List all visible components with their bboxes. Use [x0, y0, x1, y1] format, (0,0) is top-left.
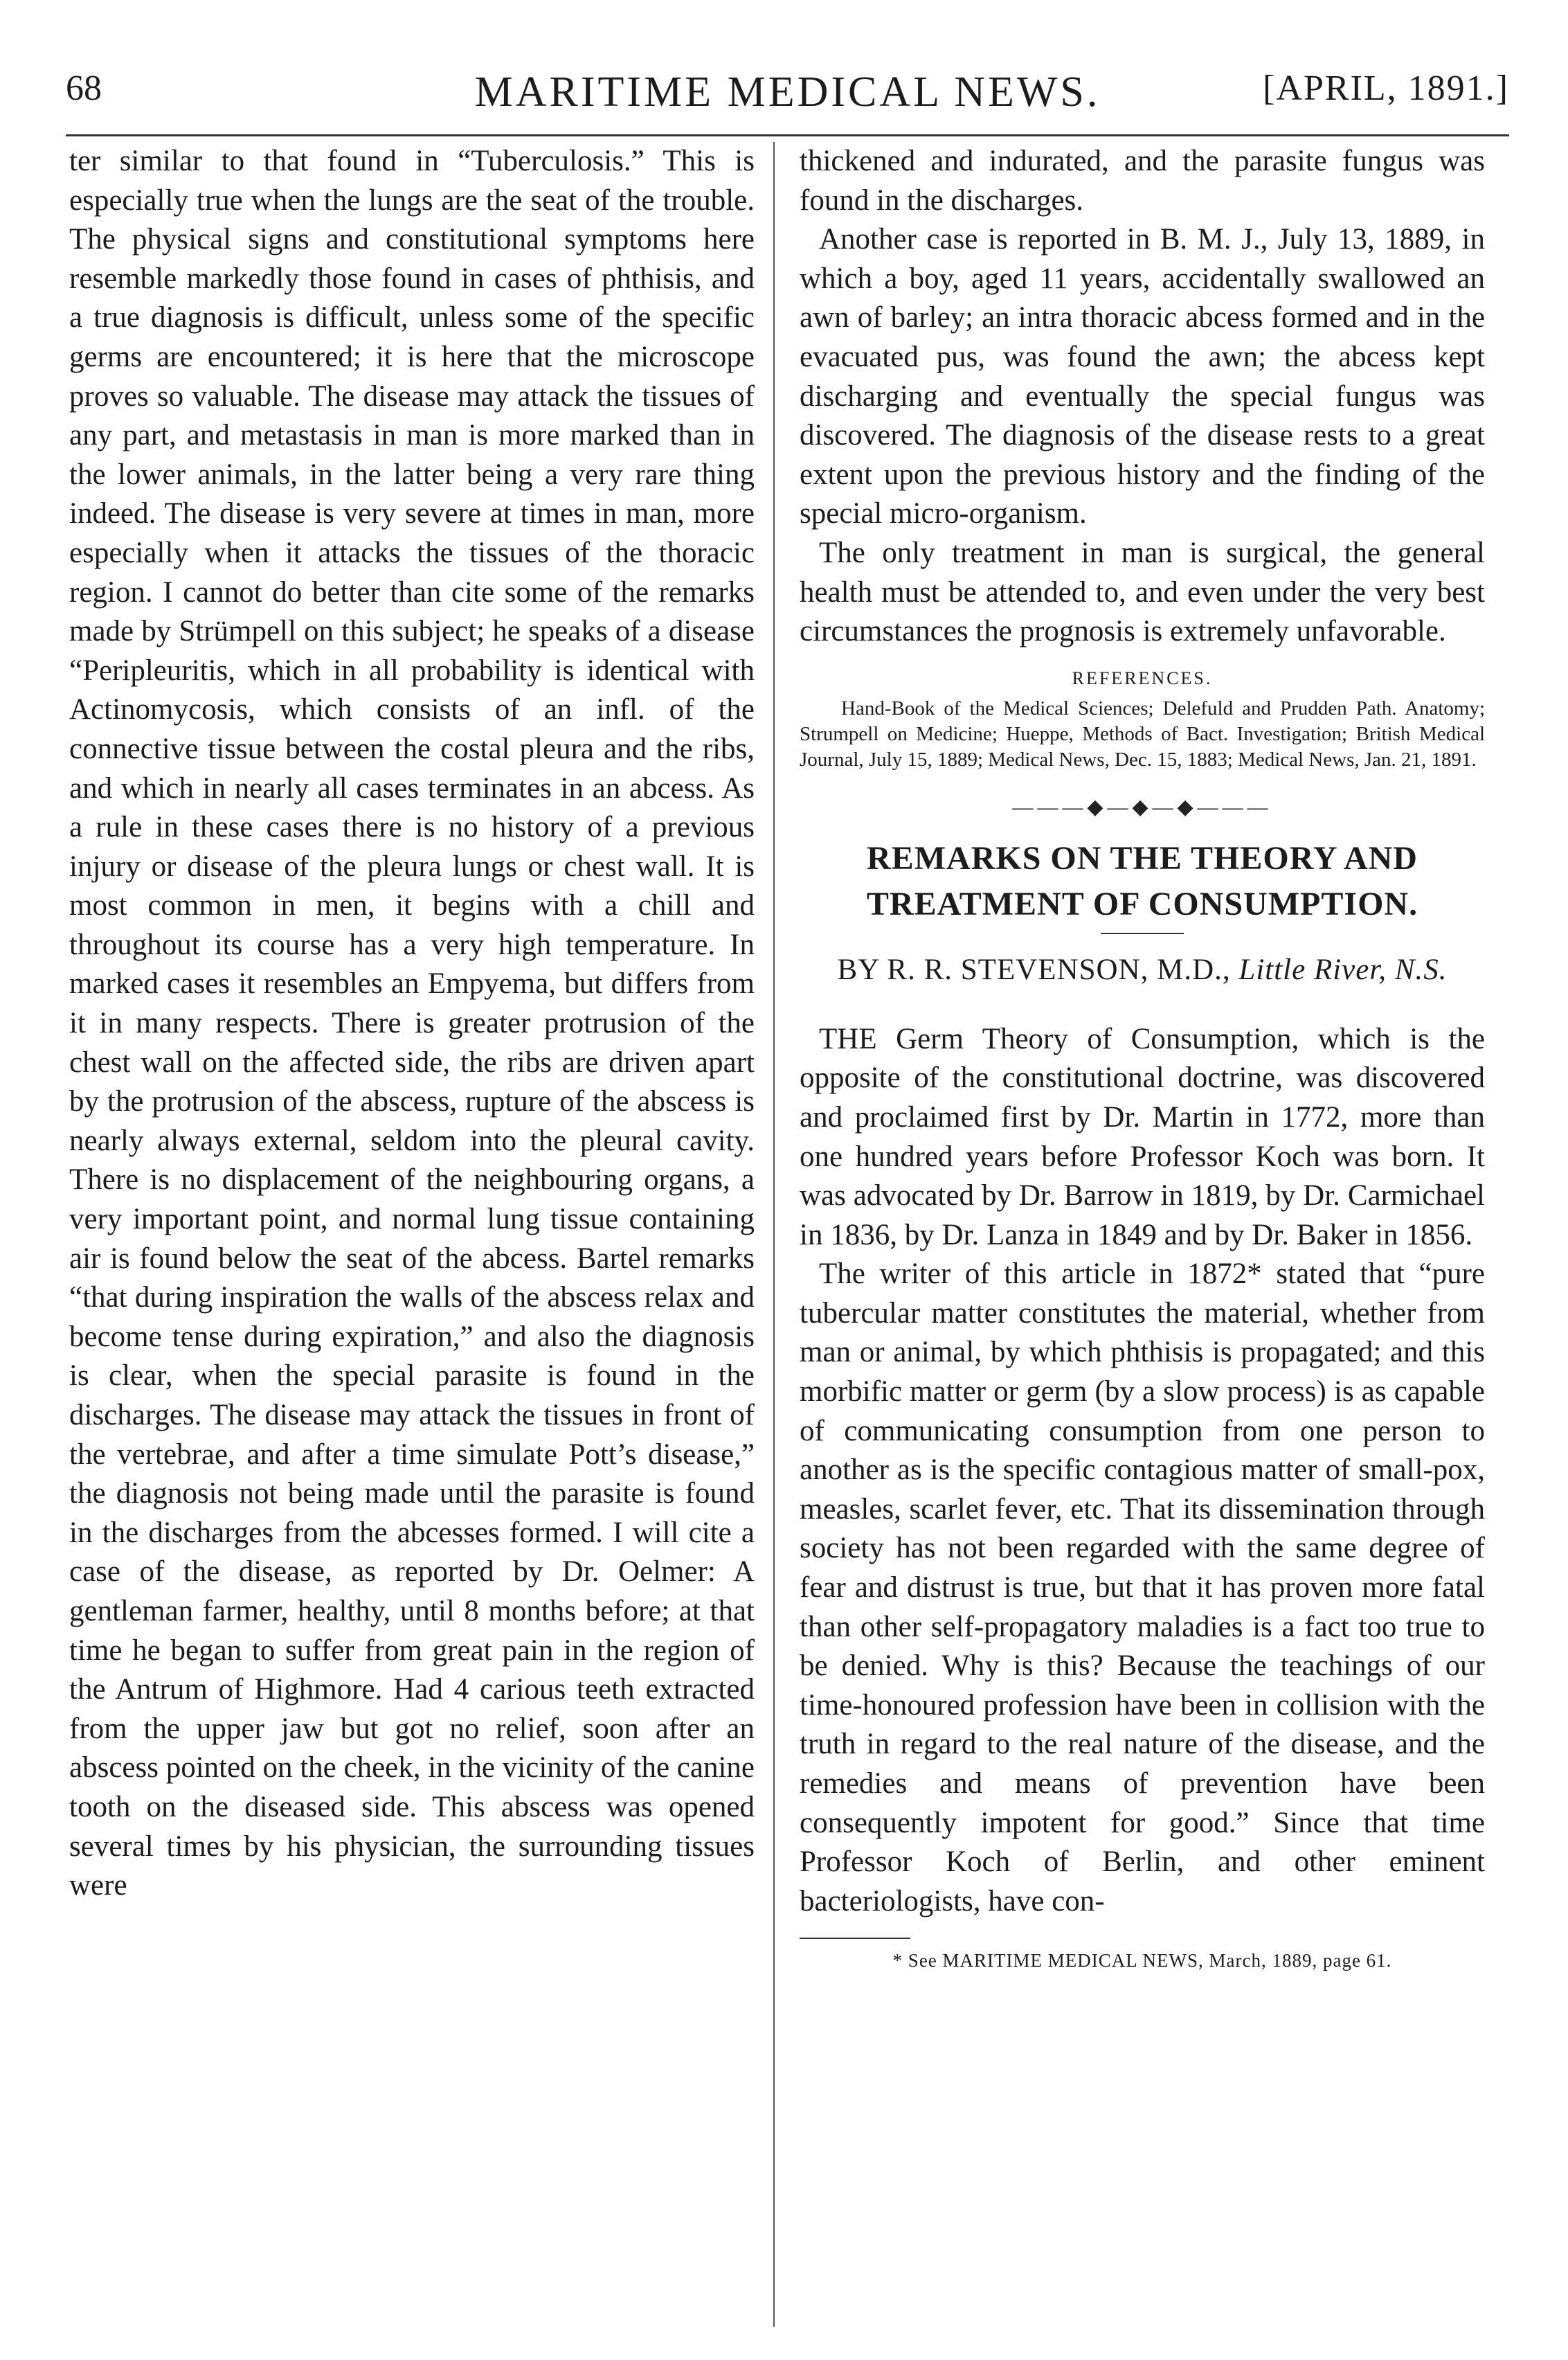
page-number: 68 — [66, 69, 102, 108]
section-ornament: ―――◆―◆―◆――― — [1012, 795, 1272, 819]
issue-date: [APRIL, 1891.] — [1263, 69, 1509, 108]
column-divider — [773, 142, 775, 2327]
right-column — [800, 142, 1485, 1972]
byline-place: Little River, N.S. — [1238, 953, 1448, 986]
byline — [800, 951, 1485, 990]
title-rule — [1101, 933, 1184, 934]
byline-author: BY R. R. STEVENSON, M.D., — [837, 953, 1231, 986]
footnote: * See MARITIME MEDICAL NEWS, March, 1889, page 61. — [892, 1950, 1392, 1972]
left-column — [69, 142, 755, 1906]
footnote-rule — [800, 1938, 910, 1939]
body-paragraph: The only treatment in man is surgical, the general health must be attended to, and even under the very best circumstances the prognosis is extremely unfavorable. — [800, 536, 1485, 648]
article-title: REMARKS ON THE THEORY AND TREATMENT OF CONSUMPTION. — [866, 839, 1418, 922]
journal-title: MARITIME MEDICAL NEWS. — [474, 69, 1101, 116]
references-list: Hand-Book of the Medical Sciences; Delefuld and Prudden Path. Anatomy; Strumpell on Medicine; Hueppe, Methods of Bact. Investigation; British Medical Journal, July 15, 1889; Medical News, Dec. 15, 1883; Medical News, Jan. 21, 1891. — [800, 697, 1485, 771]
references-heading: REFERENCES. — [1072, 668, 1213, 688]
body-paragraph: ter similar to that found in “Tuberculosis.” This is especially true when the lungs are the seat of the trouble. The physical signs and constitutional symptoms here resemble markedly those found in cases of phthisis, and a true diagnosis is difficult, unless some of the specific germs are encountered; it is here that the microscope proves so valuable. The disease may attack the tissues of any part, and metastasis in man is more marked than in the lower animals, in the latter being a very rare thing indeed. The disease is very severe at times in man, more especially when it attacks the tissues of the thoracic region. I cannot do better than cite some of the remarks made by Strümpell on this subject; he speaks of a disease “Peripleuritis, which in all probability is identical with Actinomycosis, which consists of an infl. of the connective tissue between the costal pleura and the ribs, and which in nearly all cases terminates in an abcess. As a rule in these cases there is no history of a previous injury or disease of the pleura lungs or chest wall. It is most common in men, it begins with a chill and throughout its course has a very high temperature. In marked cases it resembles an Empyema, but differs from it in many respects. There is greater protrusion of the chest wall on the affected side, the ribs are driven apart by the protrusion of the abscess, rupture of the abscess is nearly always external, seldom into the pleural cavity. There is no displacement of the neighbouring organs, a very important point, and normal lung tissue containing air is found below the seat of the abcess. Bartel remarks “that during inspiration the walls of the abscess relax and become tense during expiration,” and also the diagnosis is clear, when the special parasite is found in the discharges. The disease may attack the tissues in front of the vertebrae, and after a time simulate Pott’s disease,” the diagnosis not being made until the parasite is found in the discharges from the abcesses formed. I will cite a case of the disease, as reported by Dr. Oelmer: A gentleman farmer, healthy, until 8 months before; at that time he began to suffer from great pain in the region of the Antrum of Highmore. Had 4 carious teeth extracted from the upper jaw but got no relief, soon after an abscess pointed on the cheek, in the vicinity of the canine tooth on the diseased side. This abscess was opened several times by his physician, the surrounding tissues were — [69, 145, 755, 1902]
body-paragraph: THE Germ Theory of Consumption, which is the opposite of the constitutional doctrine, was discovered and proclaimed first by Dr. Martin in 1772, more than one hundred years before Professor Koch was born. It was advocated by Dr. Barrow in 1819, by Dr. Carmichael in 1836, by Dr. Lanza in 1849 and by Dr. Baker in 1856. — [800, 1022, 1485, 1251]
body-paragraph: The writer of this article in 1872* stated that “pure tubercular matter constitutes the material, whether from man or animal, by which phthisis is propagated; and this morbific matter or germ (by a slow process) is as capable of communicating consumption from one person to another as is the specific contagious matter of small-pox, measles, scarlet fever, etc. That its dissemination through society has not been regarded with the same degree of fear and distrust is true, but that it has proven more fatal than other self-propagatory maladies is a fact too true to be denied. Why is this? Because the teachings of our time-honoured profession have been in collision with the truth in regard to the real nature of the disease, and the remedies and means of prevention have been consequently impotent for good.” Since that time Professor Koch of Berlin, and other eminent bacteriologists, have con- — [800, 1258, 1485, 1918]
body-paragraph: Another case is reported in B. M. J., July 13, 1889, in which a boy, aged 11 years, accidentally swallowed an awn of barley; an intra thoracic abcess formed and in the evacuated pus, was found the awn; the abcess kept discharging and eventually the special fungus was discovered. The diagnosis of the disease rests to a great extent upon the previous history and the finding of the special micro-organism. — [800, 223, 1485, 530]
page-header — [66, 58, 1509, 136]
body-paragraph: thickened and indurated, and the parasite fungus was found in the discharges. — [800, 145, 1485, 217]
